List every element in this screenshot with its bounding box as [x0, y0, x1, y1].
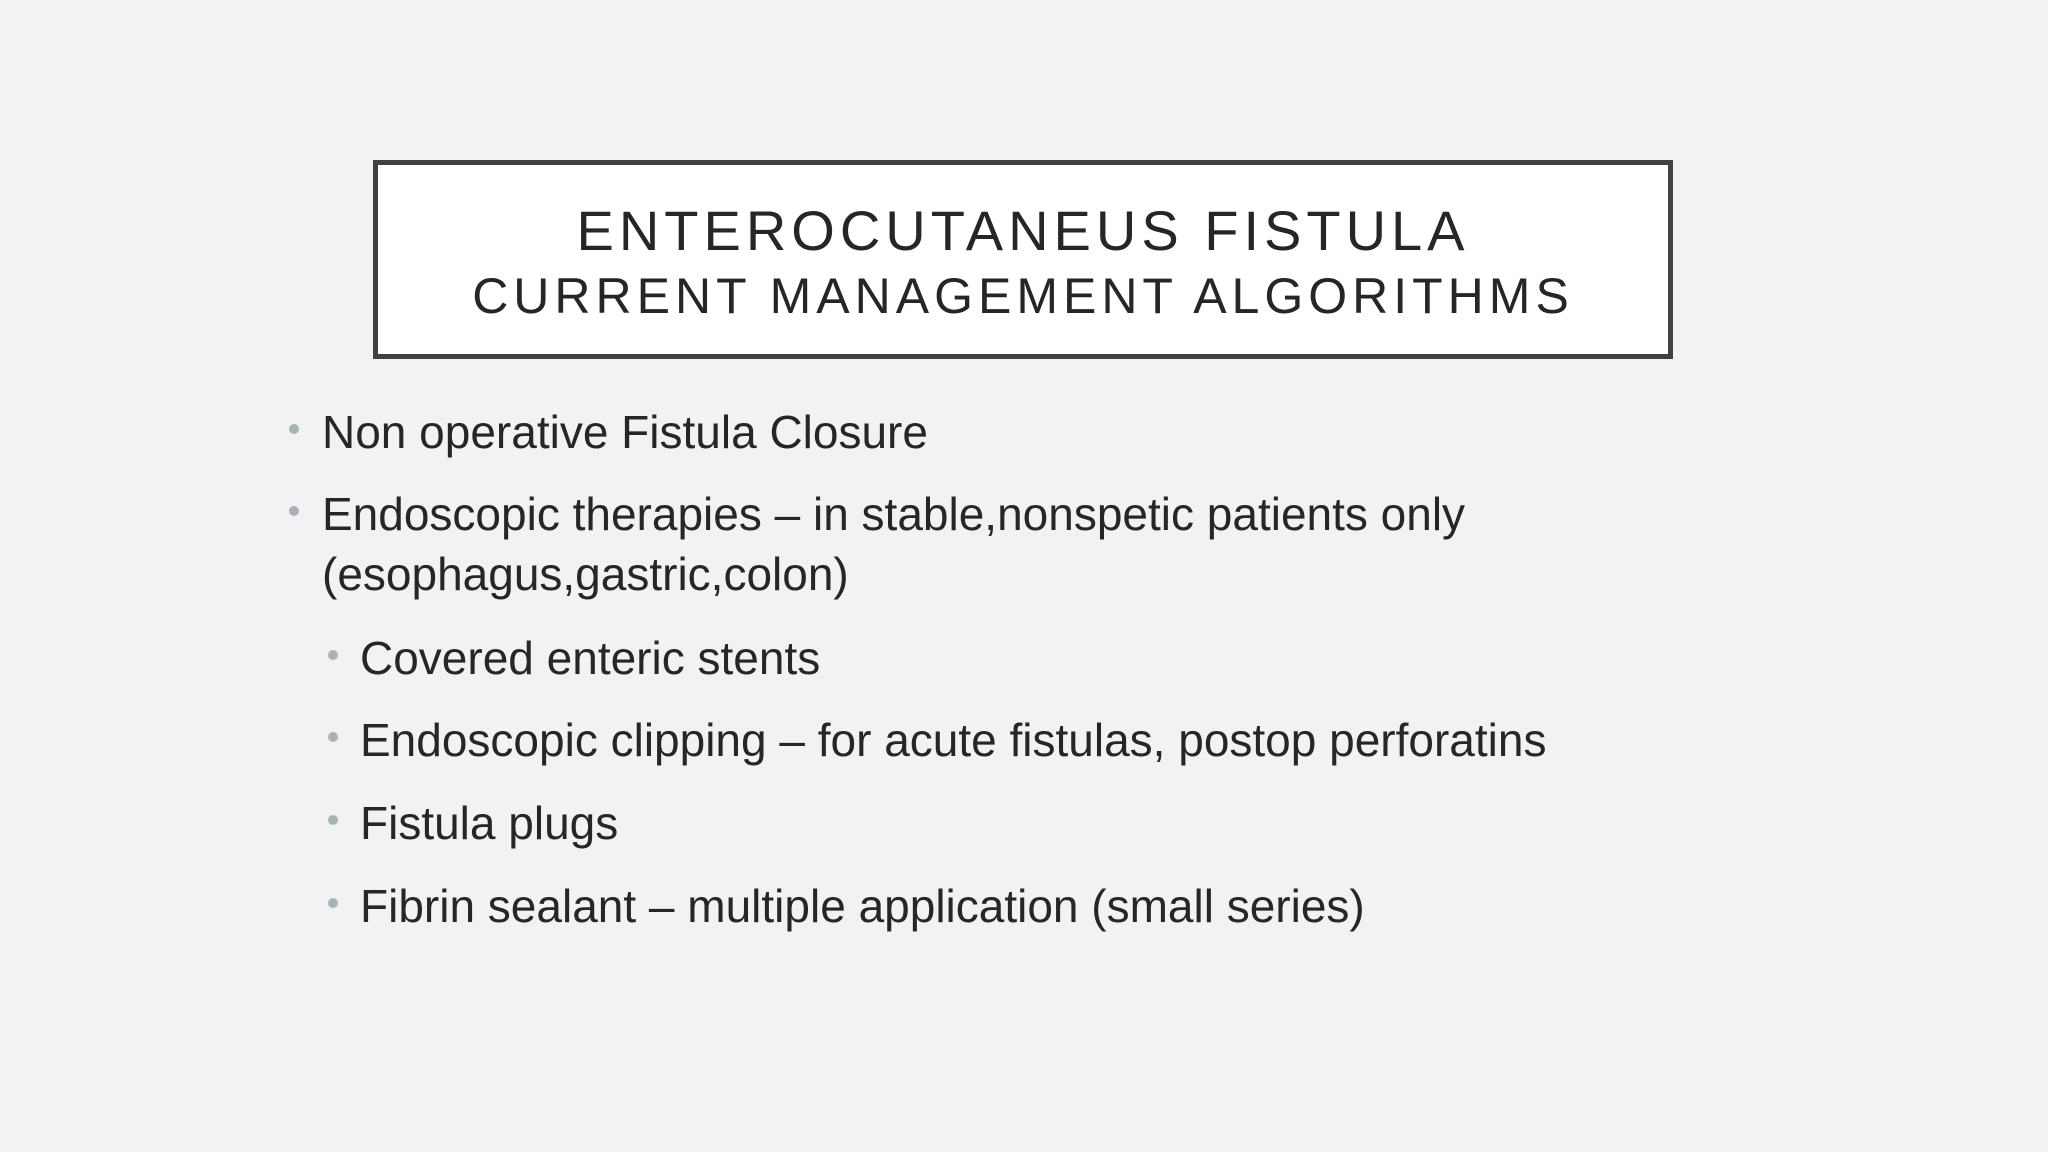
bullet-dot-icon [328, 815, 338, 825]
slide-title: ENTEROCUTANEUS FISTULA [576, 199, 1470, 262]
sub-bullet-item [360, 628, 820, 688]
bullet-dot-icon [289, 424, 299, 434]
slide-subtitle: CURRENT MANAGEMENT ALGORITHMS [472, 268, 1574, 324]
sub-bullet-item [360, 876, 1365, 936]
bullet-dot-icon [289, 506, 299, 516]
bullet-text-continuation: (esophagus,gastric,colon) [322, 548, 849, 600]
sub-bullet-item [360, 710, 1546, 770]
bullet-text: Non operative Fistula Closure [322, 406, 928, 458]
bullet-dot-icon [328, 732, 338, 742]
sub-bullet-item [360, 793, 618, 853]
bullet-dot-icon [328, 650, 338, 660]
bullet-text: Covered enteric stents [360, 632, 821, 684]
bullet-text: Fistula plugs [360, 797, 619, 849]
bullet-text: Endoscopic therapies – in stable,nonspetic patients only [322, 488, 1466, 540]
bullet-item [322, 484, 1465, 604]
bullet-dot-icon [328, 898, 338, 908]
bullet-item [322, 402, 928, 462]
bullet-text: Endoscopic clipping – for acute fistulas, postop perforatins [360, 714, 1547, 766]
title-box [373, 160, 1673, 359]
bullet-text: Fibrin sealant – multiple application (small series) [360, 880, 1365, 932]
